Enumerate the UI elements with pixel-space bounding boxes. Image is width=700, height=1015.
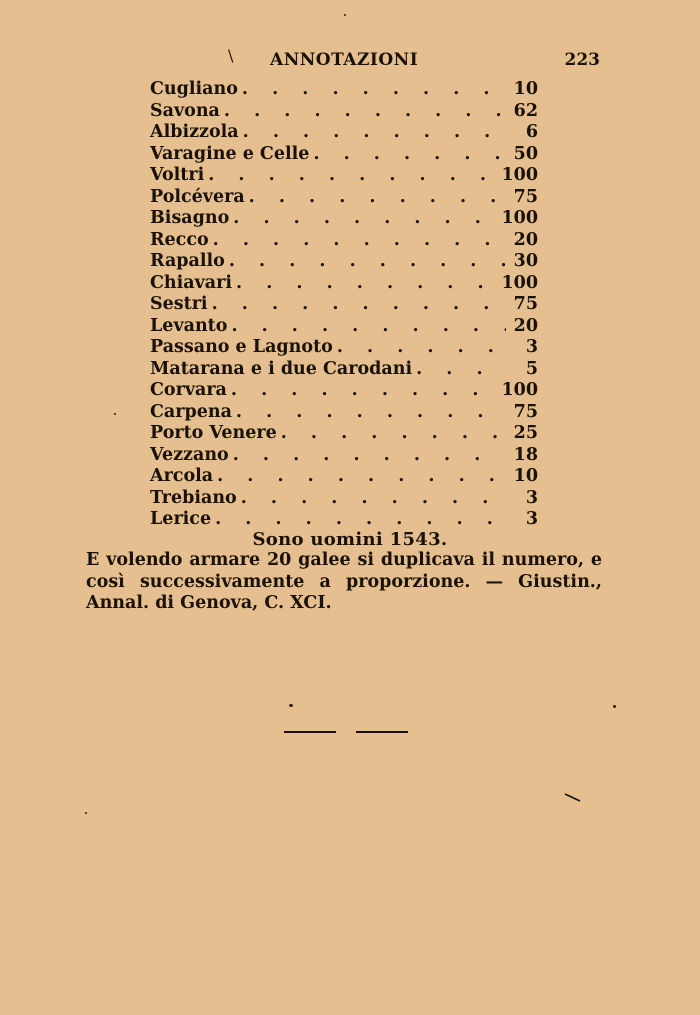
place-name: Sestri [150,294,208,314]
dot-leader [236,402,506,424]
place-name: Savona [150,100,220,121]
place-name: Bisagno [150,208,230,228]
men-count: 25 [513,423,538,443]
dot-leader [233,445,506,467]
place-name: Polcévera [150,186,245,207]
men-count: 3 [525,487,538,508]
men-count: 6 [525,122,538,142]
list-item [150,445,538,467]
place-name: Trebiano [150,487,237,508]
place-name: Levanto [150,315,228,336]
dot-leader [242,79,506,101]
men-count: 75 [513,294,538,314]
ink-speck [344,14,346,16]
dot-leader [233,208,497,230]
place-name: Matarana e i due Carodani [150,358,413,379]
list-item [150,79,538,101]
list-item [150,101,538,123]
place-name: Carpena [150,401,232,422]
men-count: 20 [513,229,538,250]
place-name: Passano e Lagnoto [150,337,333,357]
dot-leader [215,509,506,531]
dot-leader [249,187,506,209]
men-count: 20 [513,315,538,336]
dot-leader [231,380,498,402]
list-item [150,251,538,273]
place-name: Arcola [150,466,214,486]
list-item [150,294,538,316]
place-name: Voltri [150,165,205,185]
dot-leader [217,466,506,488]
footnote-paragraph: E volendo armare 20 galee si duplicava il numero, e così successivamente a proporzione. — Giustin., Annal. di Genova, C. XCI. [86,550,602,613]
place-name: Recco [150,229,209,250]
men-count: 75 [513,401,538,422]
place-name: Albizzola [150,122,239,142]
men-count: 100 [501,165,538,185]
list-item [150,165,538,187]
place-name: Cugliano [150,79,238,99]
place-name: Varagine e Celle [150,143,310,164]
men-count: 30 [513,251,538,271]
list-item [150,488,538,510]
list-item [150,466,538,488]
dot-leader [337,337,506,359]
men-count: 18 [513,444,538,465]
men-count: 10 [513,79,538,99]
place-name: Vezzano [150,444,229,465]
dot-leader [213,230,506,252]
dot-leader [212,294,506,316]
dot-leader [231,316,506,338]
dot-leader [229,251,506,273]
list-item [150,230,538,252]
list-item [150,273,538,295]
list-item [150,208,538,230]
dot-leader [416,359,506,381]
dot-leader [243,122,506,144]
list-item [150,187,538,209]
divider-segment [284,731,336,733]
dot-leader [236,273,497,295]
list-item [150,316,538,338]
ink-stroke [564,793,582,803]
men-count: 3 [525,509,538,529]
list-item [150,423,538,445]
men-count: 10 [513,466,538,486]
list-item [150,402,538,424]
header-mark: \ [228,46,234,65]
ink-speck [613,705,616,708]
place-name: Lerice [150,509,212,529]
section-divider [284,731,408,733]
divider-segment [356,731,408,733]
ink-speck [85,812,87,814]
dot-leader [208,165,497,187]
dot-leader [313,144,506,166]
place-name: Chiavari [150,272,233,293]
men-count: 50 [513,143,538,164]
men-count: 3 [525,337,538,357]
total-line: Sono uomini 1543. [252,529,448,550]
list-item [150,380,538,402]
dot-leader [241,488,506,510]
list-item [150,509,538,531]
garrison-list [150,79,538,531]
men-count: 62 [513,100,538,121]
men-count: 100 [501,380,538,400]
men-count: 100 [501,272,538,293]
section-title: ANNOTAZIONI [270,50,419,70]
place-name: Rapallo [150,251,225,271]
list-item [150,122,538,144]
place-name: Porto Venere [150,423,277,443]
page-number: 223 [564,50,600,70]
ink-speck [114,413,116,415]
list-item [150,359,538,381]
men-count: 100 [501,208,538,228]
list-item [150,144,538,166]
dot-leader [224,101,506,123]
ink-speck [289,704,293,707]
running-header [150,46,600,76]
list-item [150,337,538,359]
men-count: 75 [513,186,538,207]
place-name: Corvara [150,380,227,400]
dot-leader [281,423,506,445]
men-count: 5 [525,358,538,379]
